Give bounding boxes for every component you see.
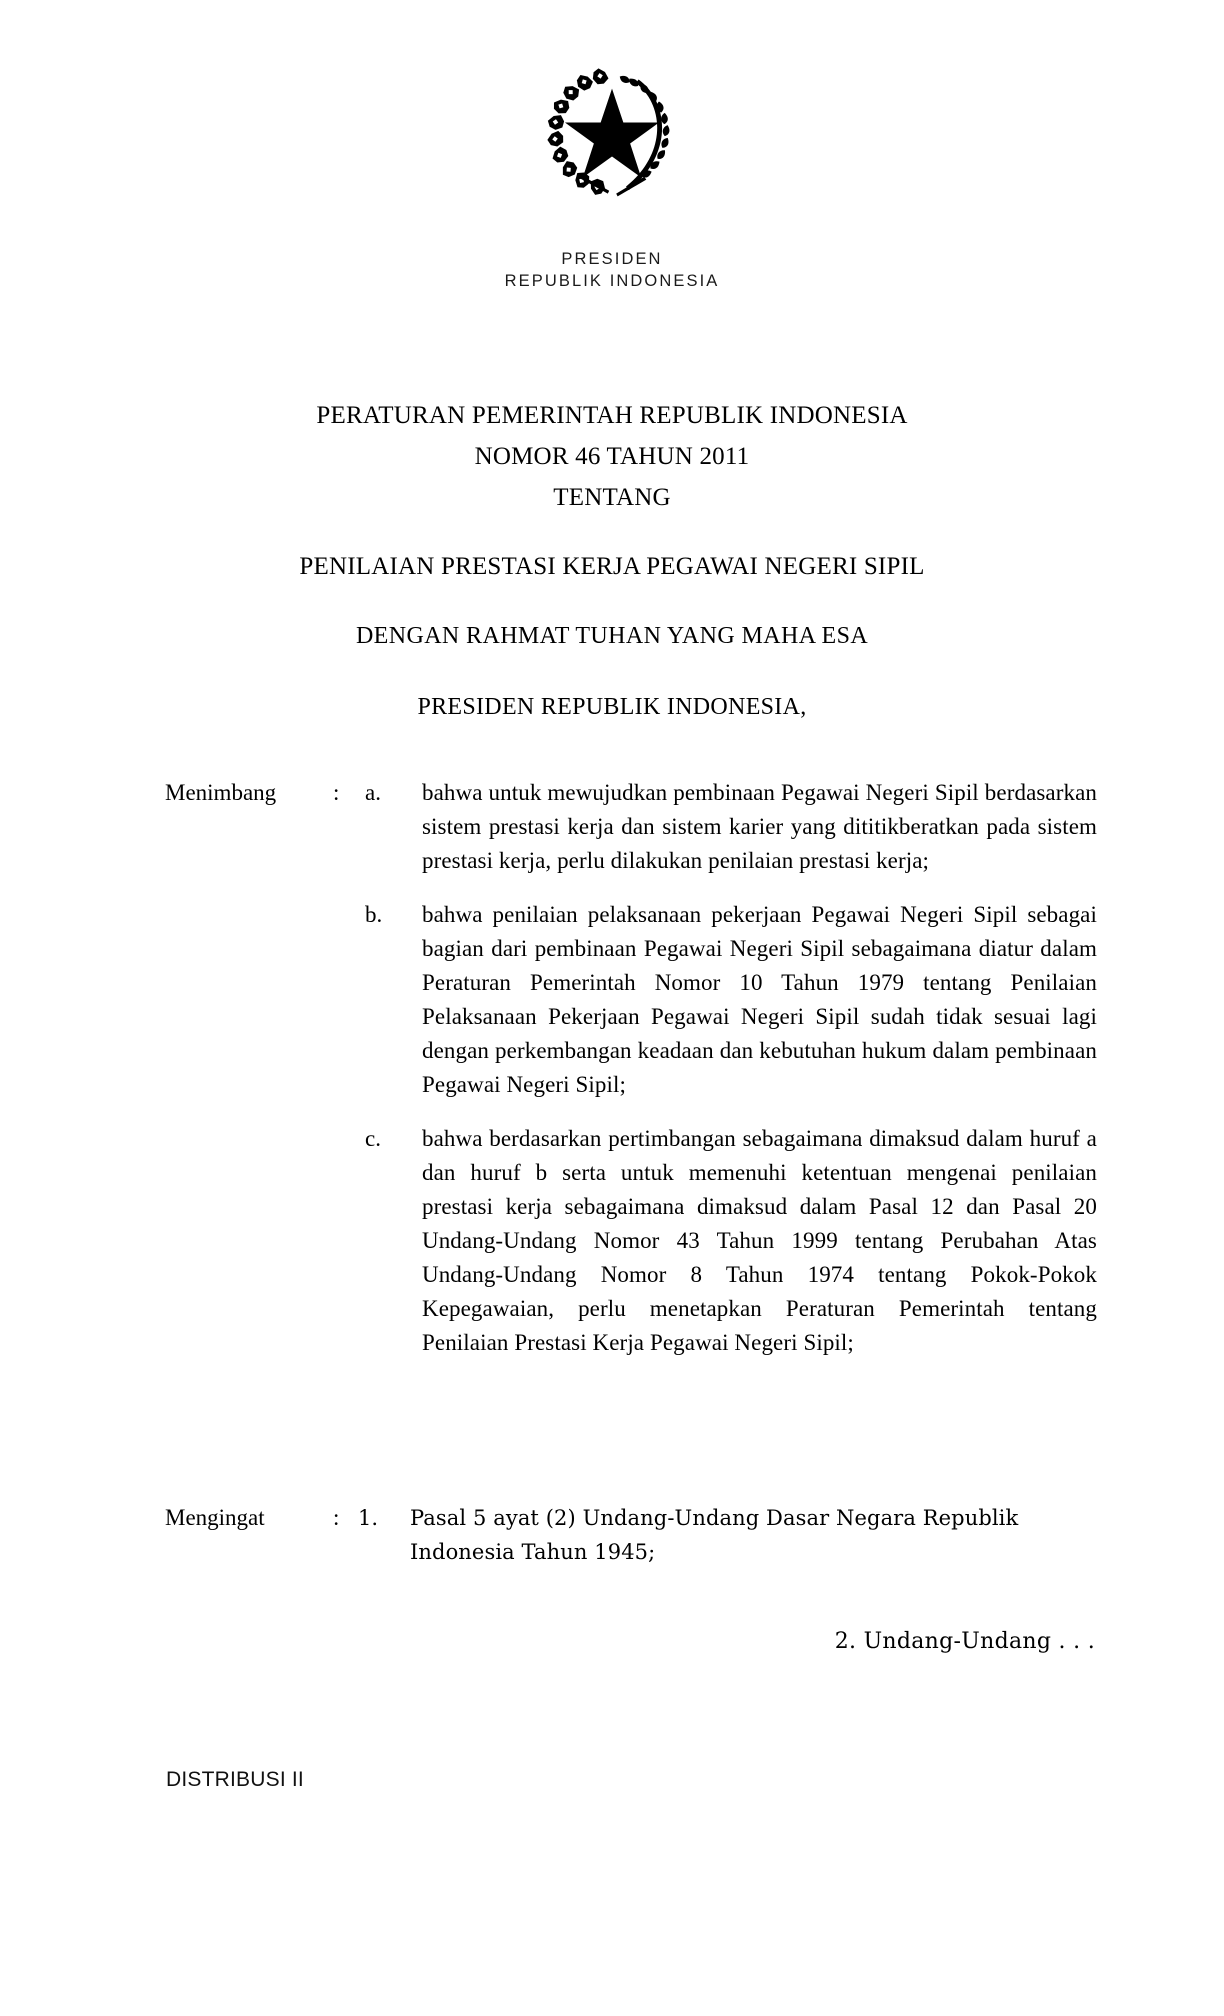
mengingat-label: Mengingat xyxy=(165,1505,265,1530)
mengingat-items xyxy=(358,1501,1100,1569)
menimbang-items xyxy=(365,776,1097,1360)
title-line-number: NOMOR 46 TAHUN 2011 xyxy=(474,443,750,470)
catchword-continuation: 2. Undang-Undang . . . xyxy=(834,1629,1095,1654)
menimbang-text-a: bahwa untuk mewujudkan pembinaan Pegawai Negeri Sipil berdasarkan sistem prestasi kerja dan sistem karier yang dititikberatkan pada sistem prestasi kerja, perlu dilakukan penilaian prestasi kerja; xyxy=(422,780,1097,873)
emblem-caption-line-1: PRESIDEN xyxy=(561,250,663,268)
emblem-caption xyxy=(0,248,1224,292)
menimbang-marker-b: b. xyxy=(365,902,383,927)
menimbang-item-b xyxy=(365,898,1097,1102)
mengingat-text-1: Pasal 5 ayat (2) Undang-Undang Dasar Negara Republik Indonesia Tahun 1945; xyxy=(410,1506,1019,1564)
mengingat-colon: : xyxy=(333,1505,340,1530)
emblem-container xyxy=(0,62,1224,207)
menimbang-text-b: bahwa penilaian pelaksanaan pekerjaan Pegawai Negeri Sipil sebagai bagian dari pembinaan Pegawai Negeri Sipil sebagaimana diatur dalam Peraturan Pemerintah Nomor 10 Tahun 1979 tentang Penilaian Pelaksanaan Pekerjaan Pegawai Negeri Sipil sudah tidak sesuai lagi dengan perkembangan keadaan dan kebutuhan hukum dalam pembinaan Pegawai Negeri Sipil; xyxy=(422,902,1097,1097)
menimbang-item-a xyxy=(365,776,1097,878)
garuda-star-wreath-emblem xyxy=(542,62,682,202)
menimbang-label: Menimbang xyxy=(165,780,277,805)
emblem-caption-line-2: REPUBLIK INDONESIA xyxy=(504,272,720,290)
title-line-subject: PENILAIAN PRESTASI KERJA PEGAWAI NEGERI SIPIL xyxy=(299,553,925,580)
title-line-regulation: PERATURAN PEMERINTAH REPUBLIK INDONESIA xyxy=(316,402,908,429)
mengingat-marker-1: 1. xyxy=(358,1506,379,1530)
menimbang-marker-a: a. xyxy=(365,780,381,805)
page-title xyxy=(0,395,1224,587)
menimbang-colon: : xyxy=(333,780,340,805)
title-line-tentang: TENTANG xyxy=(553,484,671,511)
distribution-footer: DISTRIBUSI II xyxy=(166,1768,304,1791)
menimbang-marker-c: c. xyxy=(365,1126,381,1151)
menimbang-item-c xyxy=(365,1122,1097,1360)
menimbang-text-c: bahwa berdasarkan pertimbangan sebagaimana dimaksud dalam huruf a dan huruf b serta untuk memenuhi ketentuan mengenai penilaian prestasi kerja sebagaimana dimaksud dalam Pasal 12 dan Pasal 20 Undang-Undang Nomor 43 Tahun 1999 tentang Perubahan Atas Undang-Undang Nomor 8 Tahun 1974 tentang Pokok-Pokok Kepegawaian, perlu menetapkan Peraturan Pemerintah tentang Penilaian Prestasi Kerja Pegawai Negeri Sipil; xyxy=(422,1126,1097,1355)
invocation-line: DENGAN RAHMAT TUHAN YANG MAHA ESA xyxy=(355,623,869,649)
mengingat-item-1 xyxy=(358,1501,1100,1569)
signatory-line: PRESIDEN REPUBLIK INDONESIA, xyxy=(417,694,807,720)
